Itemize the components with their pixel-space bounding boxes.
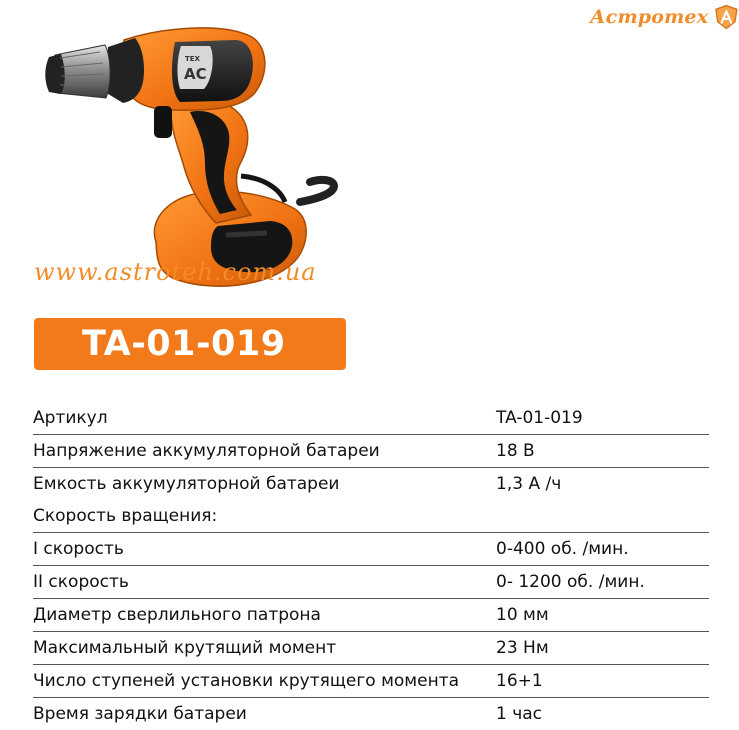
- brand-shield-icon: [714, 4, 739, 30]
- specifications-table: [33, 402, 709, 730]
- brand-logo: [590, 0, 739, 34]
- spec-value: TA-01-019: [496, 408, 583, 428]
- spec-row: [33, 632, 709, 665]
- model-code: TA-01-019: [82, 324, 286, 364]
- spec-value: 23 Нм: [496, 638, 549, 658]
- spec-row: [33, 500, 709, 533]
- spec-row: [33, 533, 709, 566]
- spec-label: I скорость: [33, 539, 124, 559]
- brand-name: Астротех: [590, 6, 709, 28]
- spec-row: [33, 698, 709, 730]
- spec-label: Число ступеней установки крутящего момента: [33, 671, 460, 691]
- website-url: www.astroteh.com.ua: [34, 258, 317, 286]
- spec-label: Напряжение аккумуляторной батареи: [33, 441, 380, 461]
- spec-value: 0-400 об. /мин.: [496, 539, 629, 559]
- spec-value: 1,3 А /ч: [496, 474, 562, 494]
- spec-row: [33, 468, 709, 500]
- spec-label: Диаметр сверлильного патрона: [33, 605, 321, 625]
- spec-value: 18 В: [496, 441, 535, 461]
- spec-label: Емкость аккумуляторной батареи: [33, 474, 340, 494]
- spec-row: [33, 402, 709, 435]
- spec-value: 16+1: [496, 671, 543, 691]
- spec-label: Максимальный крутящий момент: [33, 638, 337, 658]
- spec-label: Артикул: [33, 408, 108, 428]
- svg-text:TEX: TEX: [185, 55, 200, 63]
- spec-label: II скорость: [33, 572, 129, 592]
- spec-label: Время зарядки батареи: [33, 704, 247, 724]
- spec-row: [33, 665, 709, 698]
- spec-label: Скорость вращения:: [33, 506, 218, 526]
- drill-logo: АС: [184, 65, 207, 83]
- spec-row: [33, 599, 709, 632]
- spec-value: 0- 1200 об. /мин.: [496, 572, 645, 592]
- spec-value: 10 мм: [496, 605, 549, 625]
- spec-row: [33, 566, 709, 599]
- spec-row: [33, 435, 709, 468]
- spec-value: 1 час: [496, 704, 543, 724]
- model-badge: [34, 318, 346, 370]
